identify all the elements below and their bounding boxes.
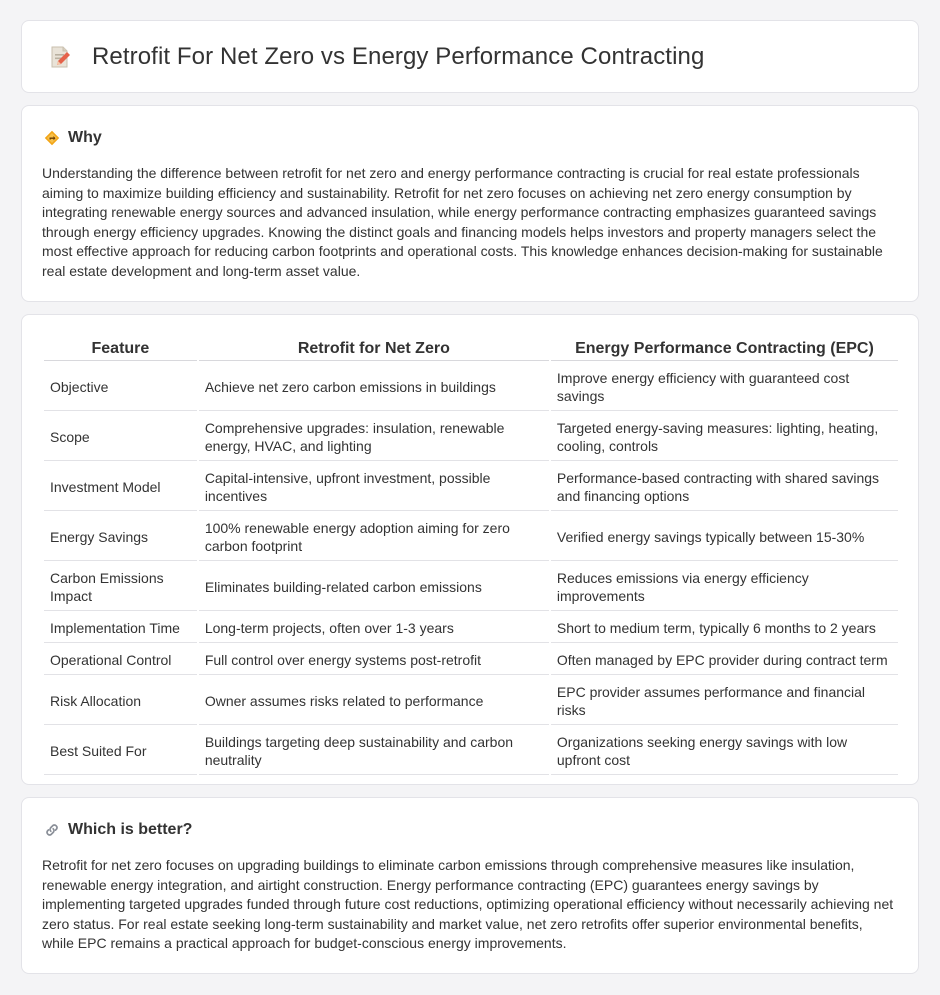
header-feature: Feature (44, 337, 197, 361)
row-epc: Often managed by EPC provider during contract term (551, 645, 898, 675)
link-icon (44, 822, 60, 838)
header-epc: Energy Performance Contracting (EPC) (551, 337, 898, 361)
why-text: Understanding the difference between retrofit for net zero and energy performance contracting is crucial for real estate professionals aiming to maximize building efficiency and sustainability. Retrofit for net zero focuses on achieving net zero energy consumption by integrating renewable energy sources and advanced insulation, while energy performance contracting emphasizes guaranteed savings through energy efficiency upgrades. Knowing the distinct goals and financing models helps investors and property managers select the most effective approach for reducing carbon footprints and operational costs. This knowledge enhances decision-making for sustainable real estate development and long-term asset value. (42, 165, 883, 279)
row-feature: Objective (44, 363, 197, 411)
table-row (44, 463, 898, 511)
table-header-row (44, 337, 898, 361)
row-epc: Organizations seeking energy savings with low upfront cost (551, 727, 898, 775)
diamond-sign-icon (44, 130, 60, 146)
page-title: Retrofit For Net Zero vs Energy Performance Contracting (92, 42, 705, 70)
title-card (21, 20, 919, 93)
row-retrofit: 100% renewable energy adoption aiming for zero carbon footprint (199, 513, 549, 561)
comparison-table-card (21, 314, 919, 785)
row-retrofit: Achieve net zero carbon emissions in buildings (199, 363, 549, 411)
row-feature: Implementation Time (44, 613, 197, 643)
why-heading: Why (68, 129, 102, 146)
row-retrofit: Long-term projects, often over 1-3 years (199, 613, 549, 643)
row-epc: Performance-based contracting with shared savings and financing options (551, 463, 898, 511)
row-epc: Verified energy savings typically between 15-30% (551, 513, 898, 561)
comparison-table (42, 335, 900, 777)
which-is-better-section (21, 797, 919, 974)
row-feature: Carbon Emissions Impact (44, 563, 197, 611)
row-feature: Energy Savings (44, 513, 197, 561)
row-epc: EPC provider assumes performance and financial risks (551, 677, 898, 725)
table-row (44, 645, 898, 675)
table-row (44, 613, 898, 643)
row-retrofit: Eliminates building-related carbon emissions (199, 563, 549, 611)
row-feature: Investment Model (44, 463, 197, 511)
row-epc: Improve energy efficiency with guaranteed cost savings (551, 363, 898, 411)
row-retrofit: Owner assumes risks related to performance (199, 677, 549, 725)
table-row (44, 727, 898, 775)
row-feature: Best Suited For (44, 727, 197, 775)
table-row (44, 413, 898, 461)
row-epc: Targeted energy-saving measures: lighting, heating, cooling, controls (551, 413, 898, 461)
row-feature: Scope (44, 413, 197, 461)
which-is-better-text: Retrofit for net zero focuses on upgrading buildings to eliminate carbon emissions through comprehensive measures like insulation, renewable energy integration, and airtight construction. Energy performance contracting (EPC) guarantees energy savings by implementing targeted upgrades funded through future cost reductions, optimizing operational efficiency without necessarily achieving net zero status. For real estate seeking long-term sustainability and market value, net zero retrofits offer superior environmental benefits, while EPC remains a practical approach for budget-conscious energy improvements. (42, 857, 894, 951)
header-retrofit: Retrofit for Net Zero (199, 337, 549, 361)
document-pencil-icon (48, 45, 72, 69)
row-retrofit: Comprehensive upgrades: insulation, renewable energy, HVAC, and lighting (199, 413, 549, 461)
row-epc: Short to medium term, typically 6 months to 2 years (551, 613, 898, 643)
which-is-better-heading: Which is better? (68, 821, 193, 838)
table-row (44, 363, 898, 411)
row-feature: Operational Control (44, 645, 197, 675)
table-row (44, 677, 898, 725)
row-feature: Risk Allocation (44, 677, 197, 725)
row-retrofit: Full control over energy systems post-retrofit (199, 645, 549, 675)
why-section (21, 105, 919, 302)
row-retrofit: Buildings targeting deep sustainability and carbon neutrality (199, 727, 549, 775)
table-row (44, 563, 898, 611)
table-row (44, 513, 898, 561)
row-retrofit: Capital-intensive, upfront investment, possible incentives (199, 463, 549, 511)
row-epc: Reduces emissions via energy efficiency improvements (551, 563, 898, 611)
